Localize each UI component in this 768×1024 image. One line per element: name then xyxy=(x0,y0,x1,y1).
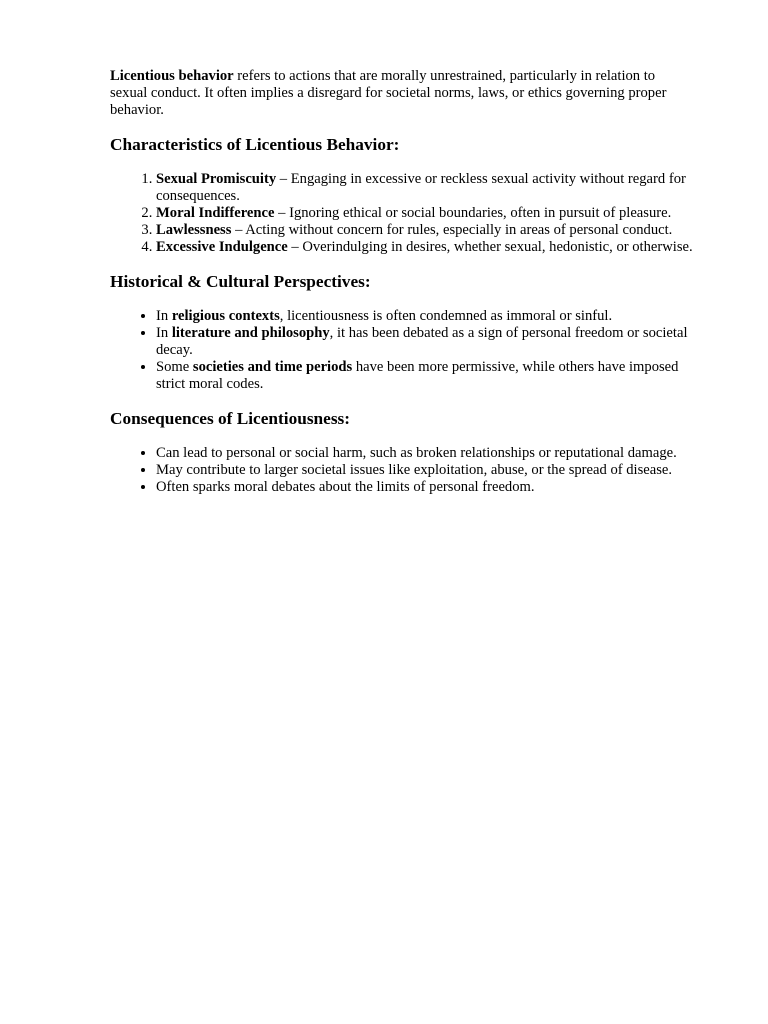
item-term: Sexual Promiscuity xyxy=(156,171,277,188)
item-text: – Acting without concern for rules, especially in areas of personal conduct. xyxy=(231,221,673,238)
list-item xyxy=(156,359,695,393)
consequences-heading: Consequences of Licentiousness: xyxy=(110,409,351,429)
item-term: religious contexts xyxy=(171,308,280,325)
item-term: Excessive Indulgence xyxy=(156,238,288,255)
list-item xyxy=(156,205,695,222)
item-term: societies and time periods xyxy=(192,358,353,375)
item-post: , it has been debated as a sign of personal freedom or societal decay. xyxy=(156,325,688,358)
item-term: Moral Indifference xyxy=(156,204,275,221)
list-item: • Often sparks moral debates about the limits of personal freedom. xyxy=(156,479,695,496)
list-item xyxy=(156,222,695,239)
item-term: Lawlessness xyxy=(156,221,232,238)
list-item xyxy=(156,239,695,256)
perspectives-list xyxy=(110,308,695,392)
list-item: • Can lead to personal or social harm, such as broken relationships or reputational damage. xyxy=(156,445,695,462)
item-pre: In xyxy=(156,325,172,342)
document-page xyxy=(110,68,695,496)
perspectives-heading: Historical & Cultural Perspectives: xyxy=(110,272,371,292)
item-term: literature and philosophy xyxy=(171,325,330,342)
item-post: , licentiousness is often condemned as immoral or sinful. xyxy=(279,308,613,325)
intro-term: Licentious behavior xyxy=(110,68,234,84)
item-pre: In xyxy=(156,308,172,325)
item-post: have been more permissive, while others have imposed strict moral codes. xyxy=(156,358,679,392)
characteristics-list xyxy=(110,171,695,255)
characteristics-heading: Characteristics of Licentious Behavior: xyxy=(110,135,400,155)
item-text: – Ignoring ethical or social boundaries, often in pursuit of pleasure. xyxy=(274,204,672,221)
list-item: • May contribute to larger societal issues like exploitation, abuse, or the spread of disease. xyxy=(156,462,695,479)
item-text: – Engaging in excessive or reckless sexual activity without regard for consequences. xyxy=(156,171,686,205)
intro-text: refers to actions that are morally unrestrained, particularly in relation to sexual conduct. It often implies a disregard for societal norms, laws, or ethics governing proper behavior. xyxy=(110,68,667,118)
item-pre: Some xyxy=(156,358,193,375)
item-text: – Overindulging in desires, whether sexual, hedonistic, or otherwise. xyxy=(287,238,693,255)
intro-paragraph xyxy=(110,68,695,118)
consequences-list xyxy=(110,445,695,495)
list-item xyxy=(156,308,695,325)
list-item xyxy=(156,325,695,359)
list-item xyxy=(156,171,695,205)
